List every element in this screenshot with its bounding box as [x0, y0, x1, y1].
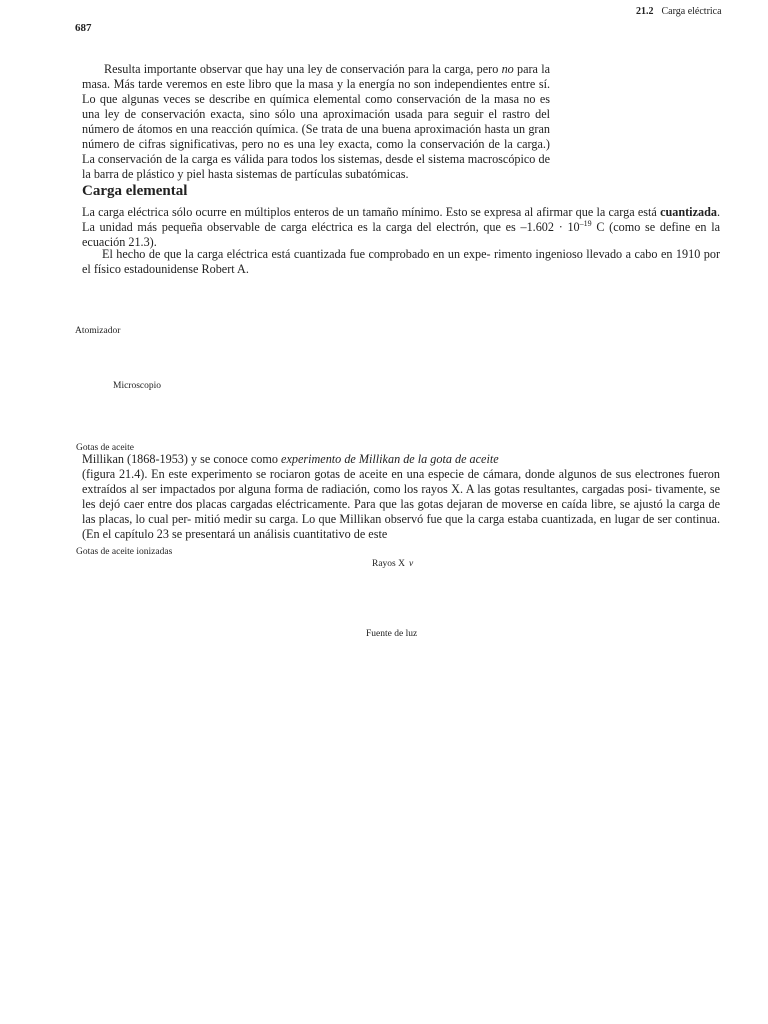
nu-symbol: ν — [409, 559, 414, 569]
figure-label-rayos: Rayos X ν — [372, 559, 414, 569]
figure-label-gotas-ionizadas: Gotas de aceite ionizadas — [76, 547, 173, 557]
paragraph-quantized: La carga eléctrica sólo ocurre en múltiplos enteros de un tamaño mínimo. Esto se expresa al afirmar que la carga está cuantizada. La unidad más pequeña observable de carga eléctrica es la carga del electrón, que es $-1.602 \cdot 10^{-19}$ C (como se define en la ecuación 21.3). — [82, 205, 720, 249]
section-title: Carga eléctrica — [661, 6, 722, 17]
section-number: 21.2 — [636, 6, 654, 17]
paragraph-experiment: (figura 21.4). En este experimento se rociaron gotas de aceite en una especie de cámara, donde algunos de sus electrones fueron extraídos al ser impactados por alguna forma de radiación, como los rayos X. A las gotas resultantes, cargadas posi- tivamente, se les dejó caer entre dos placas cargadas eléctricamente. Para que las gotas dejaran de moverse en caída libre, se ajustó la carga de las placas, lo cual per- mitió medir su carga. Lo que Millikan observó fue que la carga estaba cuantizada, en lugar de ser continua. (En el capítulo 23 se presentará un análisis cuantitativo de este — [82, 467, 720, 541]
figure-label-atomizador: Atomizador — [75, 326, 121, 336]
paragraph-millikan-name: Millikan (1868-1953) y se conoce como experimento de Millikan de la gota de aceite — [82, 452, 499, 466]
figure-label-fuente: Fuente de luz — [366, 629, 418, 639]
figure-label-microscopio: Microscopio — [113, 381, 162, 391]
paragraph-conservation: Resulta importante observar que hay una ley de conservación para la carga, pero no para la masa. Más tarde veremos en este libro que la masa y la energía no son independientes entre sí. Lo que algunas veces se describe en química elemental como conservación de la masa no es una ley de conservación exacta, sino sólo una aproximación usada para seguir el rastro del número de átomos en una reacción química. (Se trata de una buena aproximación hasta un gran número de cifras significativas, pero no es una ley exacta, como la conservación de la carga.) La conservación de la carga es válida para todos los sistemas, desde el sistema macroscópico de la barra de plástico y piel hasta sistemas de partículas subatómicas. — [82, 62, 550, 181]
running-head — [636, 6, 722, 17]
paragraph-millikan-intro: El hecho de que la carga eléctrica está cuantizada fue comprobado en un expe- rimento ingenioso llevado a cabo en 1910 por el físico estadounidense Robert A. — [82, 247, 720, 276]
figure-label-gotas: Gotas de aceite — [76, 443, 135, 453]
heading-carga-elemental: Carga elemental — [82, 183, 188, 199]
page-number: 687 — [75, 22, 92, 34]
